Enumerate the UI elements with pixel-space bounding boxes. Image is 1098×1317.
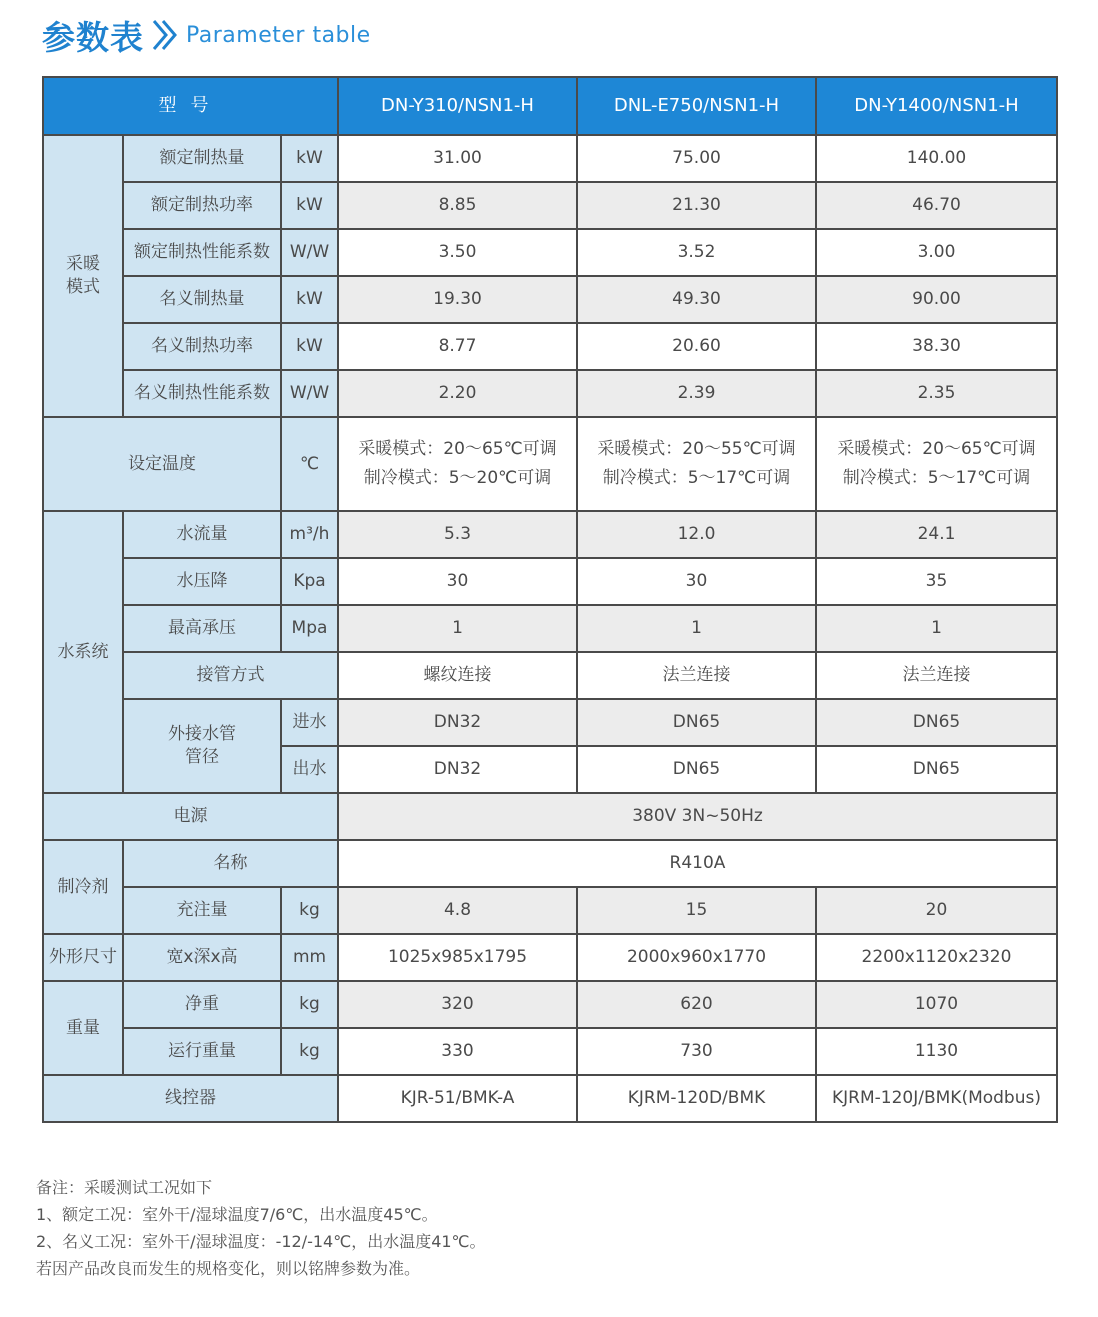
row-unit: W/W [281, 229, 338, 276]
row-label-pipe-diameter: 外接水管 管径 [123, 699, 281, 793]
row-unit: mm [281, 934, 338, 981]
cell-value: 3.00 [816, 229, 1057, 276]
row-unit: kg [281, 1028, 338, 1075]
cell-value: 20.60 [577, 323, 816, 370]
cell-value: 1 [338, 605, 577, 652]
table-row [43, 417, 1057, 511]
row-label: 名义制热性能系数 [123, 370, 281, 417]
row-unit: kW [281, 276, 338, 323]
parameter-table [42, 76, 1058, 1123]
table-row [43, 652, 1057, 699]
table-row [43, 511, 1057, 558]
row-unit: kW [281, 323, 338, 370]
cell-value: 90.00 [816, 276, 1057, 323]
row-unit: kW [281, 182, 338, 229]
table-row [43, 934, 1057, 981]
row-label: 接管方式 [123, 652, 338, 699]
cell-value: 3.52 [577, 229, 816, 276]
row-label: 额定制热量 [123, 135, 281, 182]
group-dimensions: 外形尺寸 [43, 934, 123, 981]
group-water-system: 水系统 [43, 511, 123, 793]
row-label: 最高承压 [123, 605, 281, 652]
section-heading [42, 10, 371, 60]
cell-value: 法兰连接 [816, 652, 1057, 699]
cell-value: 2.39 [577, 370, 816, 417]
row-unit: Kpa [281, 558, 338, 605]
row-label: 电源 [43, 793, 338, 840]
cell-value: 4.8 [338, 887, 577, 934]
row-label: 额定制热性能系数 [123, 229, 281, 276]
double-chevron-right-icon [150, 15, 180, 55]
cell-value: KJRM-120D/BMK [577, 1075, 816, 1122]
cell-value: DN32 [338, 699, 577, 746]
row-unit: m³/h [281, 511, 338, 558]
cell-value: KJRM-120J/BMK(Modbus) [816, 1075, 1057, 1122]
row-label: 净重 [123, 981, 281, 1028]
table-row [43, 699, 1057, 746]
cell-value: 8.77 [338, 323, 577, 370]
cell-value: DN65 [816, 699, 1057, 746]
cell-value: 1 [816, 605, 1057, 652]
table-row [43, 887, 1057, 934]
table-row [43, 182, 1057, 229]
cell-value: 法兰连接 [577, 652, 816, 699]
group-weight: 重量 [43, 981, 123, 1075]
cell-value: 730 [577, 1028, 816, 1075]
group-refrigerant: 制冷剂 [43, 840, 123, 934]
row-label: 设定温度 [43, 417, 281, 511]
cell-value: 8.85 [338, 182, 577, 229]
row-label: 线控器 [43, 1075, 338, 1122]
cell-value: DN65 [577, 746, 816, 793]
row-unit: 进水 [281, 699, 338, 746]
cell-value: R410A [338, 840, 1057, 887]
cell-value: 3.50 [338, 229, 577, 276]
cell-value: 75.00 [577, 135, 816, 182]
cell-value: 螺纹连接 [338, 652, 577, 699]
row-label: 名称 [123, 840, 338, 887]
table-row [43, 1075, 1057, 1122]
model-label: 型号 [43, 77, 338, 135]
cell-value: 380V 3N~50Hz [338, 793, 1057, 840]
cell-value: 140.00 [816, 135, 1057, 182]
cell-value: DN32 [338, 746, 577, 793]
note-line: 2、名义工况：室外干/湿球温度：-12/-14℃，出水温度41℃。 [36, 1232, 486, 1251]
cell-value: 21.30 [577, 182, 816, 229]
cell-value: KJR-51/BMK-A [338, 1075, 577, 1122]
cell-value: 38.30 [816, 323, 1057, 370]
cell-value: 20 [816, 887, 1057, 934]
title-cn: 参数表 [42, 17, 144, 57]
row-unit: kW [281, 135, 338, 182]
title-en: Parameter table [186, 22, 371, 48]
row-label: 额定制热功率 [123, 182, 281, 229]
cell-value: 30 [338, 558, 577, 605]
cell-value: DN65 [577, 699, 816, 746]
model-name: DN-Y310/NSN1-H [338, 77, 577, 135]
table-row [43, 981, 1057, 1028]
table-row [43, 605, 1057, 652]
table-row [43, 1028, 1057, 1075]
cell-value: 1025x985x1795 [338, 934, 577, 981]
cell-value: 30 [577, 558, 816, 605]
row-label: 水流量 [123, 511, 281, 558]
model-name: DN-Y1400/NSN1-H [816, 77, 1057, 135]
table-row [43, 276, 1057, 323]
note-line: 1、额定工况：室外干/湿球温度7/6℃，出水温度45℃。 [36, 1205, 438, 1224]
note-line: 备注：采暖测试工况如下 [36, 1178, 213, 1197]
table-header-row [43, 77, 1057, 135]
cell-value: 采暖模式：20～65℃可调 制冷模式：5～17℃可调 [816, 417, 1057, 511]
cell-value: 620 [577, 981, 816, 1028]
note-line: 若因产品改良而发生的规格变化，则以铭牌参数为准。 [36, 1259, 421, 1278]
row-label: 名义制热功率 [123, 323, 281, 370]
row-label: 名义制热量 [123, 276, 281, 323]
row-unit: Mpa [281, 605, 338, 652]
cell-value: 49.30 [577, 276, 816, 323]
cell-value: 采暖模式：20～55℃可调 制冷模式：5～17℃可调 [577, 417, 816, 511]
table-row [43, 323, 1057, 370]
row-unit: W/W [281, 370, 338, 417]
cell-value: 5.3 [338, 511, 577, 558]
cell-value: DN65 [816, 746, 1057, 793]
row-unit: kg [281, 887, 338, 934]
table-row [43, 229, 1057, 276]
cell-value: 31.00 [338, 135, 577, 182]
row-unit: ℃ [281, 417, 338, 511]
cell-value: 46.70 [816, 182, 1057, 229]
cell-value: 采暖模式：20～65℃可调 制冷模式：5～20℃可调 [338, 417, 577, 511]
cell-value: 2.35 [816, 370, 1057, 417]
table-row [43, 135, 1057, 182]
row-unit: kg [281, 981, 338, 1028]
group-heating-mode: 采暖 模式 [43, 135, 123, 417]
cell-value: 2000x960x1770 [577, 934, 816, 981]
row-unit: 出水 [281, 746, 338, 793]
cell-value: 24.1 [816, 511, 1057, 558]
row-label: 宽x深x高 [123, 934, 281, 981]
table-row [43, 840, 1057, 887]
model-name: DNL-E750/NSN1-H [577, 77, 816, 135]
cell-value: 15 [577, 887, 816, 934]
row-label: 运行重量 [123, 1028, 281, 1075]
cell-value: 1 [577, 605, 816, 652]
cell-value: 1070 [816, 981, 1057, 1028]
cell-value: 2.20 [338, 370, 577, 417]
table-row [43, 370, 1057, 417]
cell-value: 1130 [816, 1028, 1057, 1075]
row-label: 充注量 [123, 887, 281, 934]
cell-value: 19.30 [338, 276, 577, 323]
table-row [43, 793, 1057, 840]
cell-value: 35 [816, 558, 1057, 605]
cell-value: 12.0 [577, 511, 816, 558]
cell-value: 2200x1120x2320 [816, 934, 1057, 981]
notes [36, 1174, 1056, 1282]
table-row [43, 558, 1057, 605]
cell-value: 320 [338, 981, 577, 1028]
row-label: 水压降 [123, 558, 281, 605]
cell-value: 330 [338, 1028, 577, 1075]
